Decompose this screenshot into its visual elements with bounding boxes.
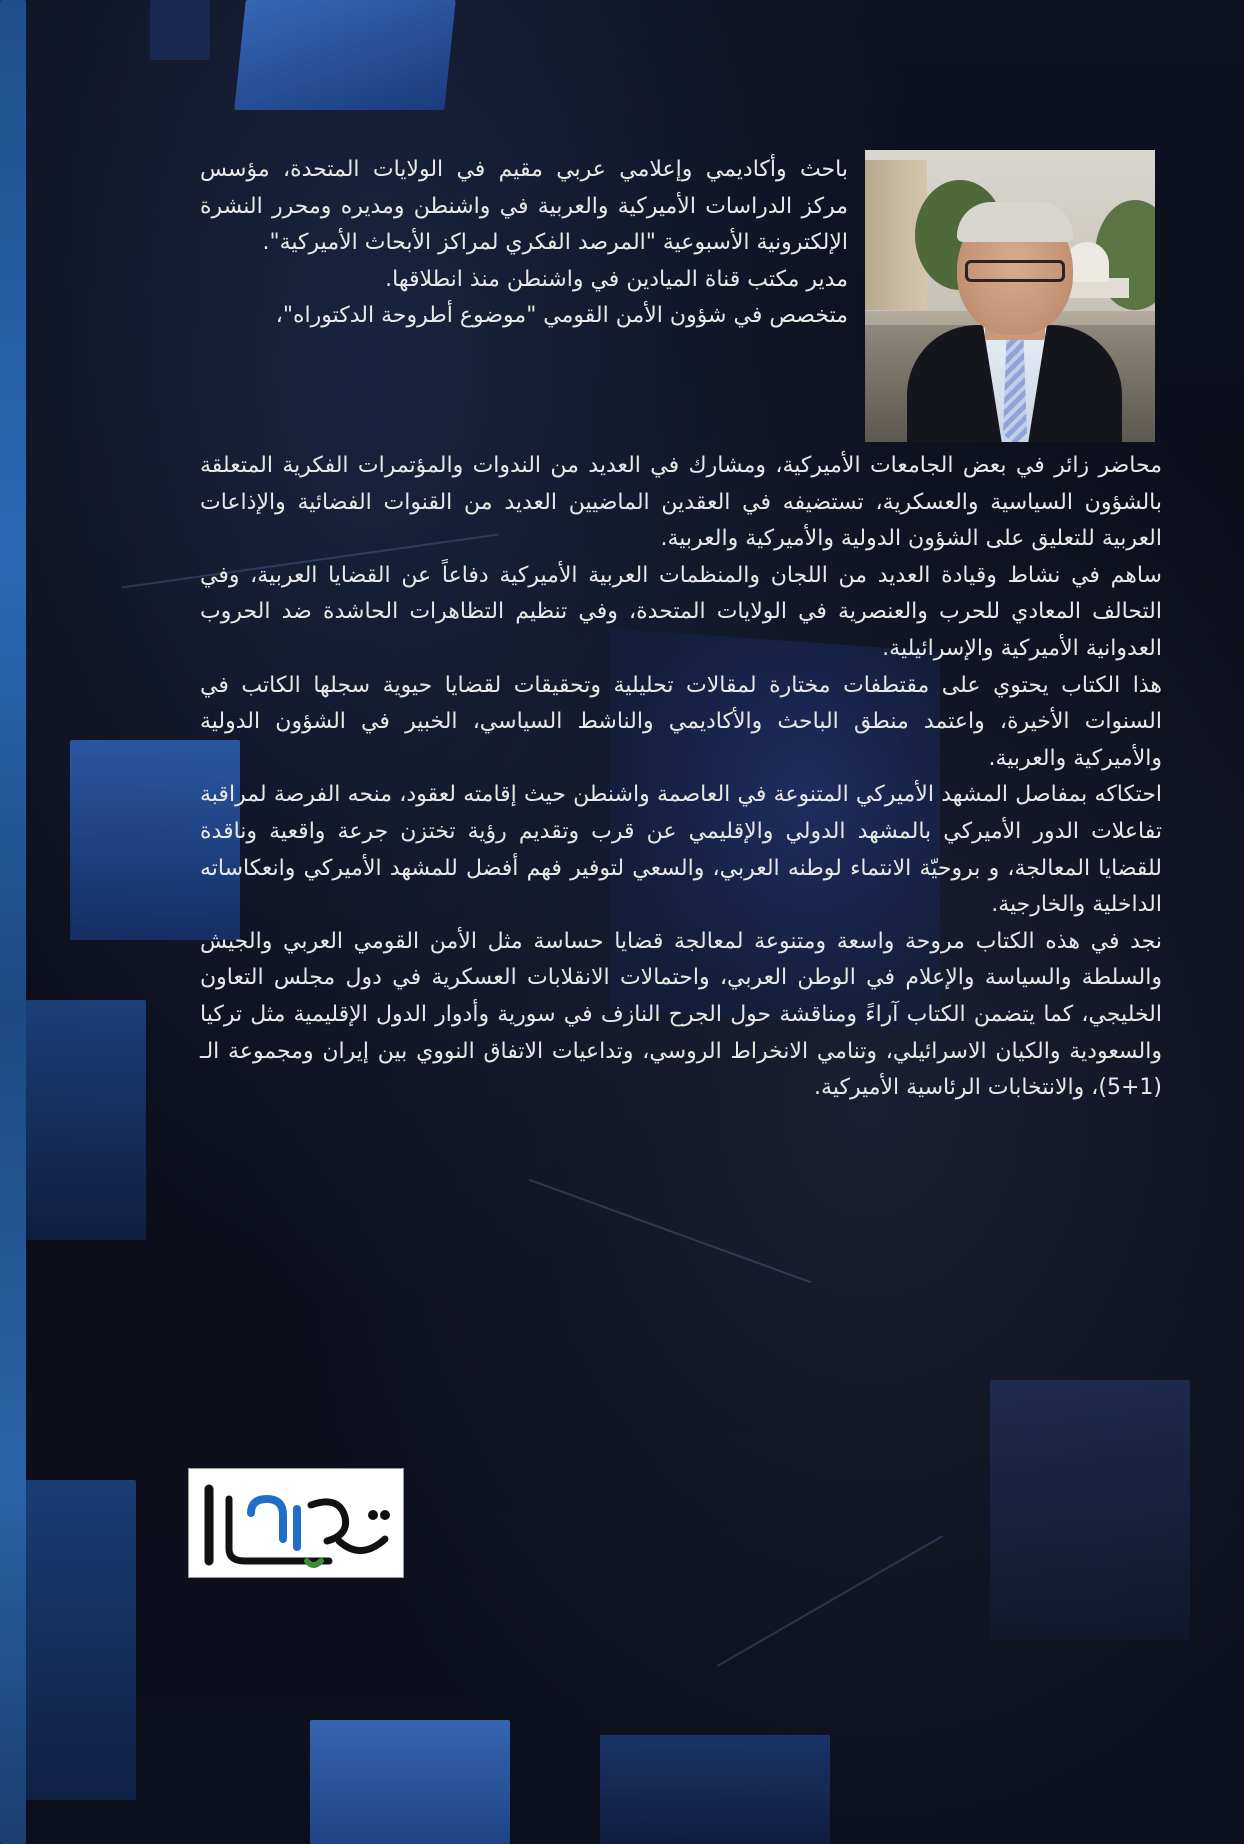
decorative-tile: [990, 1380, 1190, 1640]
author-bio: [200, 152, 848, 335]
bio-paragraph: باحث وأكاديمي وإعلامي عربي مقيم في الولايات المتحدة، مؤسس مركز الدراسات الأميركية والعربية في واشنطن ومديره ومحرر النشرة الإلكترونية الأسبوعية "المرصد الفكري لمراكز الأبحاث الأميركية".: [200, 157, 848, 256]
body-paragraph: ساهم في نشاط وقيادة العديد من اللجان والمنظمات العربية الأميركية دفاعاً عن القضايا العربية، وفي التحالف المعادي للحرب والعنصرية في الولايات المتحدة، وفي تنظيم التظاهرات الحاشدة ضد الحروب العدوانية الأميركية والإسرائيلية.: [200, 562, 1162, 661]
decorative-streak: [529, 1179, 812, 1283]
bio-paragraph: متخصص في شؤون الأمن القومي "موضوع أطروحة الدكتوراه"،: [275, 303, 848, 329]
decorative-tile: [234, 0, 456, 110]
photo-glasses: [965, 260, 1065, 282]
decorative-tile: [150, 0, 210, 60]
decorative-tile: [310, 1720, 510, 1844]
author-photo: [865, 150, 1155, 442]
body-paragraph: احتكاكه بمفاصل المشهد الأميركي المتنوعة في العاصمة واشنطن حيث إقامته لعقود، منحه الفرصة لمراقبة تفاعلات الدور الأميركي بالمشهد الدولي والإقليمي عن قرب وتقديم رؤية تختزن جرعة واقعية وناقدة للقضايا المعالجة، و بروحيّة الانتماء لوطنه العربي، والسعي لتوفير فهم أفضل للمشهد الأميركي وانعكاساته الداخلية والخارجية.: [200, 782, 1162, 918]
decorative-tile: [26, 1480, 136, 1800]
publisher-logo-mark: [189, 1469, 403, 1577]
decorative-tile: [26, 1000, 146, 1240]
photo-tie: [1003, 335, 1027, 442]
decorative-blue-edge: [0, 0, 26, 1844]
body-paragraph: نجد في هذه الكتاب مروحة واسعة ومتنوعة لمعالجة قضايا حساسة مثل الأمن القومي العربي والجيش والسلطة والسياسة والإعلام في الوطن العربي، واحتمالات الانقلابات العسكرية في دول مجلس التعاون الخليجي، كما يتضمن الكتاب آراءً ومناقشة حول الجرح النازف في سورية وأدوار الدول الإقليمية مثل تركيا والسعودية والكيان الاسرائيلي، وتنامي الانخراط الروسي، وتداعيات الاتفاق النووي بين إيران ومجموعة الـ (1+5)، والانتخابات الرئاسية الأميركية.: [200, 928, 1162, 1101]
photo-hair: [957, 202, 1073, 242]
body-paragraph: هذا الكتاب يحتوي على مقتطفات مختارة لمقالات تحليلية وتحقيقات لقضايا حيوية سجلها الكاتب في السنوات الأخيرة، واعتمد منطق الباحث والأكاديمي والناشط السياسي، الخبير في الشؤون الدولية والأميركية والعربية.: [200, 672, 1162, 771]
publisher-logo: [188, 1468, 404, 1578]
decorative-streak: [717, 1535, 943, 1667]
body-paragraph: محاضر زائر في بعض الجامعات الأميركية، ومشارك في العديد من الندوات والمؤتمرات الفكرية المتعلقة بالشؤون السياسية والعسكرية، تستضيفه في العقدين الماضيين العديد من القنوات الفضائية والإذاعات العربية للتعليق على الشؤون الدولية والأميركية والعربية.: [200, 453, 1162, 552]
blurb-body: [200, 448, 1162, 1107]
bio-paragraph: مدير مكتب قناة الميادين في واشنطن منذ انطلاقها.: [385, 266, 848, 292]
decorative-tile: [600, 1735, 830, 1844]
